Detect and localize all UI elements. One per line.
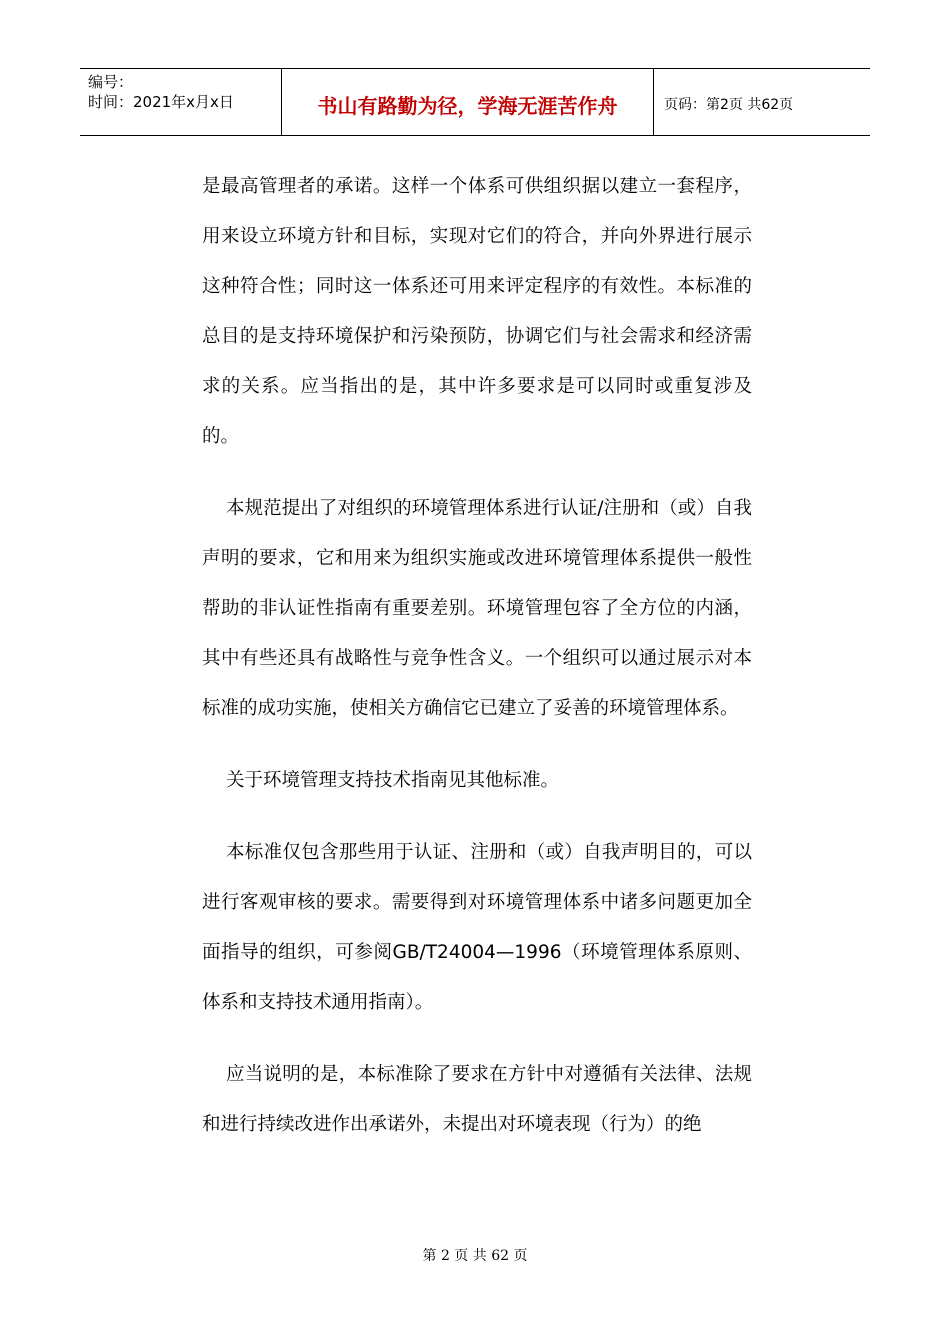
page-footer: 第 2 页 共 62 页 xyxy=(422,1248,528,1264)
paragraph-2: 本规范提出了对组织的环境管理体系进行认证/注册和（或）自我声明的要求，它和用来为组织实施或改进环境管理体系提供一般性帮助的非认证性指南有重要差别。环境管理包容了全方位的内涵，其中有些还具有战略性与竞争性含义。一个组织可以通过展示对本标准的成功实施，使相关方确信它已建立了妥善的环境管理体系。 xyxy=(202,498,752,719)
paragraph-1: 是最高管理者的承诺。这样一个体系可供组织据以建立一套程序，用来设立环境方针和目标，实现对它们的符合，并向外界进行展示这种符合性；同时这一体系还可用来评定程序的有效性。本标准的总目的是支持环境保护和污染预防，协调它们与社会需求和经济需求的关系。应当指出的是，其中许多要求是可以同时或重复涉及的。 xyxy=(202,176,752,447)
document-time-label: 时间：2021年x月x日 xyxy=(88,93,234,111)
document-number-label: 编号： xyxy=(88,73,134,91)
paragraph-3: 关于环境管理支持技术指南见其他标准。 xyxy=(226,770,560,791)
header-motto: 书山有路勤为径，学海无涯苦作舟 xyxy=(282,69,654,135)
header-page-info: 页码：第2页 共62页 xyxy=(664,97,794,113)
paragraph-5: 应当说明的是，本标准除了要求在方针中对遵循有关法律、法规和进行持续改进作出承诺外，未提出对环境表现（行为）的绝 xyxy=(202,1064,752,1135)
document-body xyxy=(202,162,752,1150)
page-header xyxy=(80,68,870,136)
paragraph-4: 本标准仅包含那些用于认证、注册和（或）自我声明目的，可以进行客观审核的要求。需要得到对环境管理体系中诸多问题更加全面指导的组织，可参阅GB/T24004—1996（环境管理体系原则、体系和支持技术通用指南）。 xyxy=(202,842,752,1013)
header-meta-cell xyxy=(80,69,282,135)
